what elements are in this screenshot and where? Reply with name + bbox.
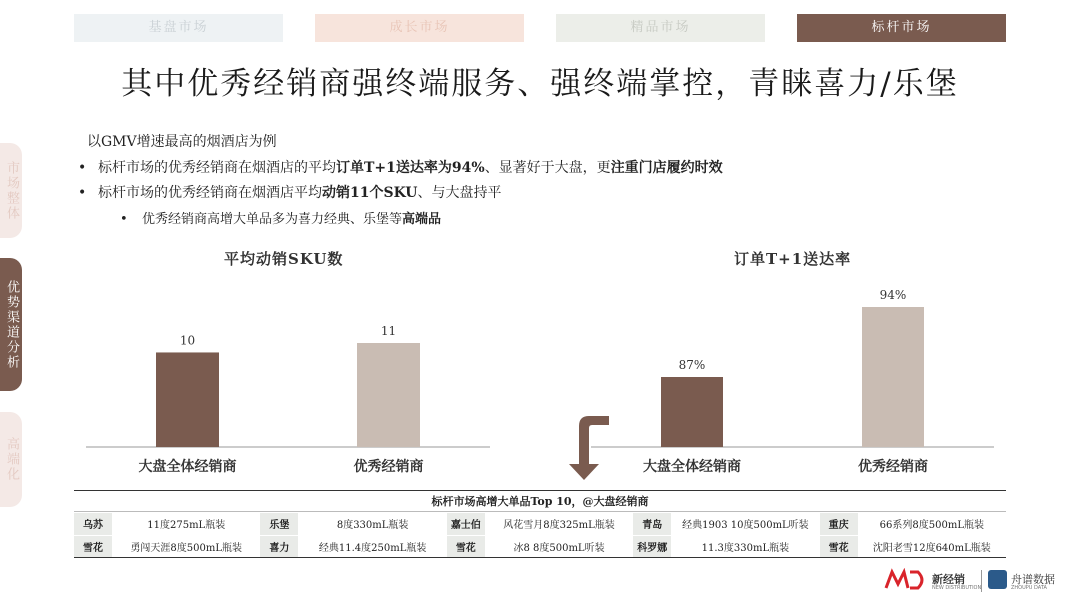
tab-benchmark-market[interactable]: 标杆市场 [797, 14, 1006, 42]
bullet-highlight: 订单T+1送达率为94% [336, 160, 485, 176]
brand-cell: 嘉士伯 [447, 513, 485, 535]
down-arrow-icon [565, 412, 613, 484]
brand-cell: 雪花 [820, 535, 858, 557]
brand-cell: 青岛 [633, 513, 671, 535]
side-tab-channel-analysis[interactable]: 优势渠道分析 [0, 258, 22, 391]
category-label: 大盘全体经销商 [138, 459, 237, 475]
bullet-text: 标杆市场的优秀经销商在烟酒店的平均 [98, 160, 336, 176]
bullet-dot-icon: • [78, 160, 87, 176]
side-tab-market-overall[interactable]: 市场整体 [0, 143, 22, 238]
brand-cell: 雪花 [74, 535, 112, 557]
product-cell: 66系列8度500mL瓶装 [858, 513, 1006, 535]
bar-top-distributors [862, 307, 924, 447]
bar-value-label: 94% [879, 288, 907, 302]
chart-title-delivery: 订单T+1送达率 [734, 250, 852, 268]
bullet-highlight: 动销11个SKU [322, 185, 418, 201]
bar-value-label: 10 [179, 333, 196, 348]
bullet-text: 优秀经销商高增大单品多为喜力经典、乐堡等 [142, 212, 403, 227]
table-row [74, 513, 1006, 535]
chart-title-sku: 平均动销SKU数 [224, 250, 344, 268]
brand-cell: 喜力 [260, 535, 298, 557]
bar-all-distributors [661, 377, 723, 447]
product-cell: 风花雪月8度325mL瓶装 [485, 513, 633, 535]
bullet-highlight: 高端品 [402, 212, 442, 227]
product-cell: 经典11.4度250mL瓶装 [298, 535, 446, 557]
bullet-highlight: 注重门店履约时效 [610, 160, 723, 176]
tab-growth-market[interactable]: 成长市场 [315, 14, 524, 42]
logo-divider [981, 570, 982, 592]
product-cell: 勇闯天涯8度500mL瓶装 [112, 535, 260, 557]
product-cell: 11度275mL瓶装 [112, 513, 260, 535]
intro-text: 以GMV增速最高的烟酒店为例 [87, 134, 277, 150]
bar-value-label: 87% [678, 358, 706, 372]
brands-table [74, 513, 1006, 558]
bullet-text: 、与大盘持平 [417, 185, 502, 201]
product-cell: 经典1903 10度500mL听装 [671, 513, 819, 535]
bullet-text: 标杆市场的优秀经销商在烟酒店平均 [98, 185, 322, 201]
logo2-subtext: ZHOUPU DATA [1011, 585, 1047, 591]
category-label: 优秀经销商 [353, 459, 424, 475]
bullet-dot-icon: • [78, 185, 87, 201]
bar-top-distributors [357, 343, 420, 447]
logo1-text: 新经销 [932, 573, 965, 586]
logo1-subtext: NEW DISTRIBUTION [932, 585, 982, 591]
product-cell: 冰8 8度500mL听装 [485, 535, 633, 557]
product-cell: 沈阳老雪12度640mL瓶装 [858, 535, 1006, 557]
bar-all-distributors [156, 352, 219, 447]
side-tab-premiumization[interactable]: 高端化 [0, 412, 22, 507]
page-title: 其中优秀经销商强终端服务、强终端掌控，青睐喜力/乐堡 [121, 66, 959, 102]
category-label: 大盘全体经销商 [643, 459, 741, 475]
tab-base-market[interactable]: 基盘市场 [74, 14, 283, 42]
table-title: 标杆市场高增大单品Top 10，@大盘经销商 [74, 490, 1006, 512]
bullet-text: 、显著好于大盘，更 [484, 160, 611, 176]
xinjingxiao-logo [884, 568, 928, 592]
brand-cell: 乌苏 [74, 513, 112, 535]
brand-cell: 科罗娜 [633, 535, 671, 557]
brand-cell: 雪花 [447, 535, 485, 557]
table-row [74, 535, 1006, 557]
bar-value-label: 11 [380, 324, 397, 338]
product-cell: 8度330mL瓶装 [298, 513, 446, 535]
product-cell: 11.3度330mL瓶装 [671, 535, 819, 557]
brand-cell: 重庆 [820, 513, 858, 535]
logo2-text: 舟谱数据 [1011, 573, 1055, 586]
category-label: 优秀经销商 [858, 459, 928, 475]
zhoupu-logo-icon [988, 570, 1007, 589]
tab-premium-market[interactable]: 精品市场 [556, 14, 765, 42]
bullet-dot-icon: • [120, 212, 128, 227]
brand-cell: 乐堡 [260, 513, 298, 535]
